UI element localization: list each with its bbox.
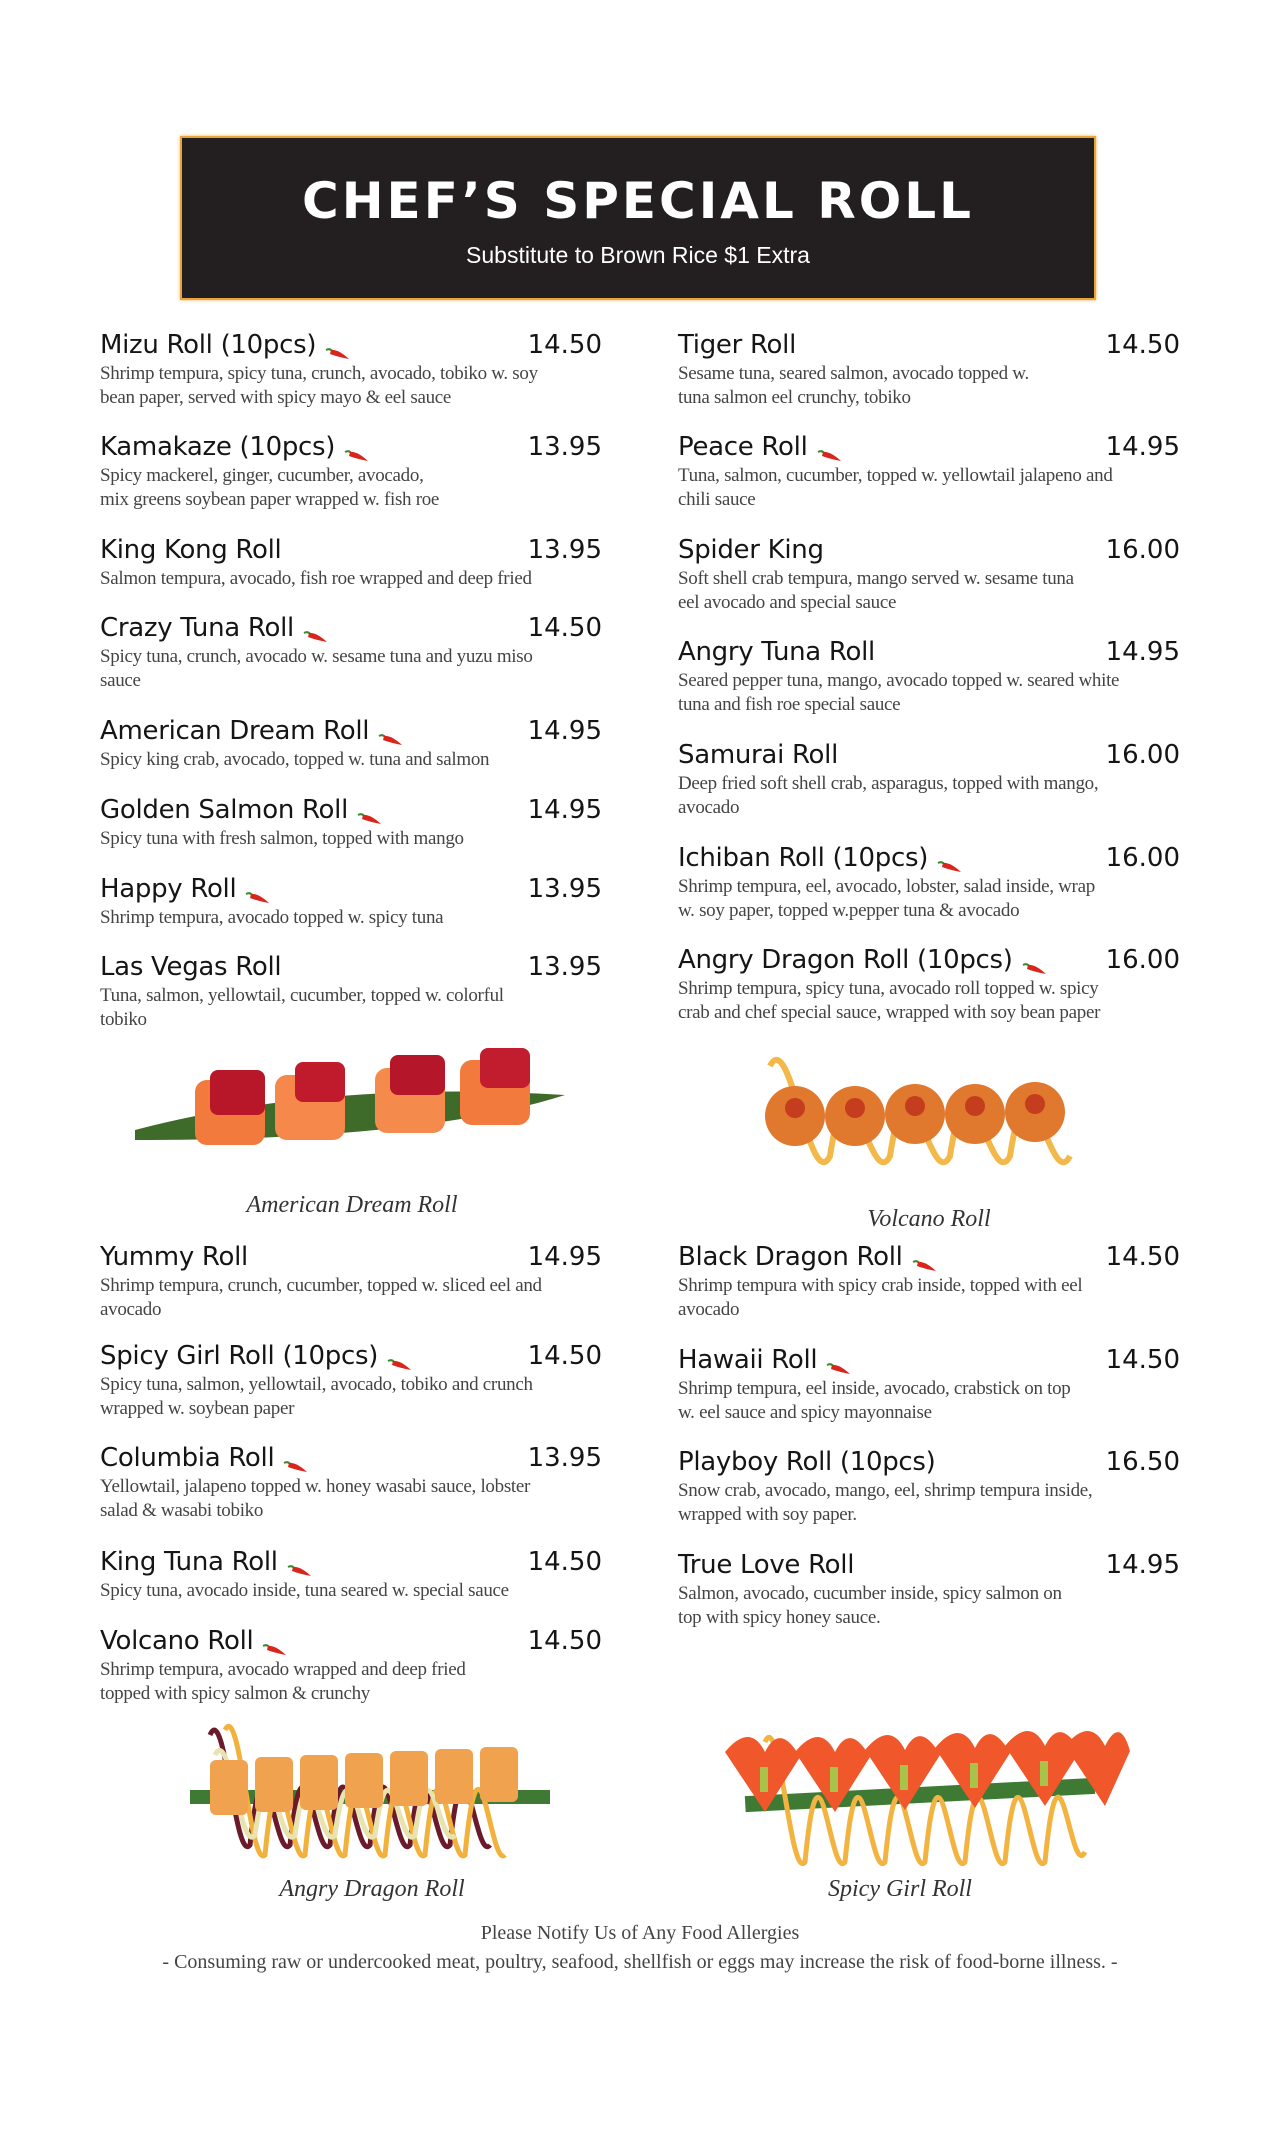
chili-pepper-icon xyxy=(911,1250,937,1264)
menu-item-price: 13.95 xyxy=(527,874,602,904)
menu-item-name-text: Mizu Roll (10pcs) xyxy=(100,330,317,360)
menu-item-price: 14.95 xyxy=(527,716,602,746)
menu-item-description: Shrimp tempura, eel, avocado, lobster, salad inside, wrap w. soy paper, topped w.pepper tuna & avocado xyxy=(678,876,1095,921)
menu-item-price: 14.50 xyxy=(527,1341,602,1371)
menu-item-description: Soft shell crab tempura, mango served w. sesame tuna eel avocado and special sauce xyxy=(678,568,1074,613)
menu-item-price: 16.00 xyxy=(1105,945,1180,975)
menu-item-price: 14.95 xyxy=(1105,637,1180,667)
menu-item xyxy=(678,432,1180,512)
menu-item-price: 13.95 xyxy=(527,1443,602,1473)
menu-item-description: Spicy tuna with fresh salmon, topped with mango xyxy=(100,828,464,849)
volcano-roll-photo xyxy=(750,1026,1100,1201)
menu-item-description: Tuna, salmon, yellowtail, cucumber, topped w. colorful tobiko xyxy=(100,985,504,1030)
menu-item xyxy=(678,330,1180,410)
menu-item-header xyxy=(100,1443,602,1473)
menu-item-description: Seared pepper tuna, mango, avocado topped w. seared white tuna and fish roe special sauce xyxy=(678,670,1120,715)
menu-item-price: 14.50 xyxy=(527,1626,602,1656)
angry-dragon-roll-caption: Angry Dragon Roll xyxy=(279,1876,465,1902)
spicy-girl-roll-photo xyxy=(705,1712,1135,1872)
menu-item-name-text: Playboy Roll (10pcs) xyxy=(678,1447,936,1477)
menu-item xyxy=(100,795,602,851)
menu-item-name-text: Black Dragon Roll xyxy=(678,1242,903,1272)
menu-item-name xyxy=(678,432,842,462)
menu-item-description: Shrimp tempura, eel inside, avocado, crabstick on top w. eel sauce and spicy mayonnaise xyxy=(678,1378,1071,1423)
menu-item-price: 13.95 xyxy=(527,432,602,462)
menu-item-header xyxy=(100,952,602,982)
menu-item xyxy=(100,613,602,693)
menu-item-description: Spicy mackerel, ginger, cucumber, avocado, mix greens soybean paper wrapped w. fish roe xyxy=(100,465,440,510)
menu-item-header xyxy=(100,1341,602,1371)
menu-item-description: Spicy tuna, crunch, avocado w. sesame tuna and yuzu miso sauce xyxy=(100,646,533,691)
menu-item-name xyxy=(100,1242,248,1272)
menu-item-price: 14.95 xyxy=(527,1242,602,1272)
menu-item-description: Shrimp tempura, spicy tuna, avocado roll topped w. spicy crab and chef special sauce, wrapped with soy bean paper xyxy=(678,978,1101,1023)
chili-pepper-icon xyxy=(282,1451,308,1465)
chili-pepper-icon xyxy=(356,803,382,817)
menu-item xyxy=(678,1242,1180,1322)
menu-item-price: 14.50 xyxy=(527,330,602,360)
menu-item-price: 16.00 xyxy=(1105,535,1180,565)
menu-item-description: Snow crab, avocado, mango, eel, shrimp tempura inside, wrapped with soy paper. xyxy=(678,1480,1093,1525)
chili-pepper-icon xyxy=(936,851,962,865)
menu-item-name-text: American Dream Roll xyxy=(100,716,370,746)
menu-item-name-text: Las Vegas Roll xyxy=(100,952,282,982)
menu-item-price: 14.95 xyxy=(527,795,602,825)
chili-pepper-icon xyxy=(261,1634,287,1648)
menu-item-description: Shrimp tempura, crunch, cucumber, topped w. sliced eel and avocado xyxy=(100,1275,542,1320)
menu-item xyxy=(678,1345,1180,1425)
chili-pepper-icon xyxy=(343,440,369,454)
menu-item-name xyxy=(100,874,270,904)
chili-pepper-icon xyxy=(302,621,328,635)
menu-item-price: 16.00 xyxy=(1105,843,1180,873)
menu-item-name-text: King Tuna Roll xyxy=(100,1547,278,1577)
menu-item-header xyxy=(678,1345,1180,1375)
menu-item-name-text: Yummy Roll xyxy=(100,1242,248,1272)
menu-item-name xyxy=(678,637,875,667)
menu-item-header xyxy=(678,945,1180,975)
menu-item-name xyxy=(678,843,962,873)
menu-item-name xyxy=(678,1242,937,1272)
menu-item xyxy=(678,1550,1180,1630)
menu-item-header xyxy=(100,330,602,360)
menu-item-description: Shrimp tempura, spicy tuna, crunch, avocado, tobiko w. soy bean paper, served with spicy mayo & eel sauce xyxy=(100,363,538,408)
menu-item-name xyxy=(678,1447,936,1477)
menu-item-description: Sesame tuna, seared salmon, avocado topped w. tuna salmon eel crunchy, tobiko xyxy=(678,363,1029,408)
chili-pepper-icon xyxy=(1021,953,1047,967)
menu-item-price: 14.50 xyxy=(527,613,602,643)
menu-item xyxy=(100,952,602,1032)
menu-item-price: 16.50 xyxy=(1105,1447,1180,1477)
american-dream-roll-photo xyxy=(125,1040,575,1170)
menu-item-header xyxy=(678,1242,1180,1272)
menu-item xyxy=(678,945,1180,1025)
menu-item xyxy=(100,874,602,930)
menu-item-price: 13.95 xyxy=(527,535,602,565)
menu-item-name-text: True Love Roll xyxy=(678,1550,855,1580)
allergy-notice: Please Notify Us of Any Food Allergies xyxy=(480,1922,800,1944)
header-banner xyxy=(180,136,1096,300)
chili-pepper-icon xyxy=(825,1353,851,1367)
menu-item xyxy=(678,637,1180,717)
menu-item-header xyxy=(678,740,1180,770)
menu-item-description: Salmon, avocado, cucumber inside, spicy salmon on top with spicy honey sauce. xyxy=(678,1583,1062,1628)
menu-item-name-text: Tiger Roll xyxy=(678,330,797,360)
menu-item-name-text: Peace Roll xyxy=(678,432,808,462)
chili-pepper-icon xyxy=(816,440,842,454)
menu-item-name xyxy=(678,1550,854,1580)
menu-item-header xyxy=(100,874,602,904)
menu-item-name xyxy=(100,795,382,825)
menu-item-header xyxy=(100,1547,602,1577)
menu-item-price: 14.95 xyxy=(1105,432,1180,462)
chili-pepper-icon xyxy=(244,882,270,896)
volcano-roll-caption: Volcano Roll xyxy=(867,1206,991,1232)
menu-item-name-text: Spicy Girl Roll (10pcs) xyxy=(100,1341,379,1371)
menu-item-description: Yellowtail, jalapeno topped w. honey wasabi sauce, lobster salad & wasabi tobiko xyxy=(100,1476,531,1521)
menu-item xyxy=(678,740,1180,820)
menu-item-name-text: Columbia Roll xyxy=(100,1443,275,1473)
menu-item-description: Shrimp tempura, avocado topped w. spicy tuna xyxy=(100,907,444,928)
menu-item-price: 14.95 xyxy=(1105,1550,1180,1580)
menu-item-name-text: Samurai Roll xyxy=(678,740,839,770)
menu-item-name xyxy=(100,716,403,746)
menu-item xyxy=(100,1443,602,1523)
menu-item-header xyxy=(100,535,602,565)
menu-item-name xyxy=(678,330,796,360)
chili-pepper-icon xyxy=(377,724,403,738)
menu-item-name-text: Crazy Tuna Roll xyxy=(100,613,294,643)
menu-item-description: Salmon tempura, avocado, fish roe wrapped and deep fried xyxy=(100,568,532,589)
menu-item-description: Spicy tuna, salmon, yellowtail, avocado, tobiko and crunch wrapped w. soybean paper xyxy=(100,1374,533,1419)
menu-item-name-text: Volcano Roll xyxy=(100,1626,254,1656)
menu-item xyxy=(100,535,602,591)
menu-item-name-text: Ichiban Roll (10pcs) xyxy=(678,843,929,873)
menu-item-name-text: Hawaii Roll xyxy=(678,1345,818,1375)
menu-item-name-text: Spider King xyxy=(678,535,824,565)
menu-item-description: Tuna, salmon, cucumber, topped w. yellowtail jalapeno and chili sauce xyxy=(678,465,1113,510)
menu-item xyxy=(100,1547,602,1603)
menu-item-name xyxy=(100,330,350,360)
menu-item-header xyxy=(678,843,1180,873)
brown-rice-note: Substitute to Brown Rice $1 Extra xyxy=(466,242,810,268)
menu-item-header xyxy=(678,432,1180,462)
menu-item xyxy=(100,432,602,512)
menu-item xyxy=(100,1626,602,1706)
menu-item-description: Shrimp tempura with spicy crab inside, topped with eel avocado xyxy=(678,1275,1083,1320)
menu-item-header xyxy=(678,1447,1180,1477)
menu-item-price: 14.50 xyxy=(1105,1345,1180,1375)
menu-item-header xyxy=(678,330,1180,360)
menu-item-description: Deep fried soft shell crab, asparagus, topped with mango, avocado xyxy=(678,773,1099,818)
chili-pepper-icon xyxy=(324,338,350,352)
menu-item-price: 14.50 xyxy=(527,1547,602,1577)
menu-item-header xyxy=(100,432,602,462)
menu-item-description: Shrimp tempura, avocado wrapped and deep fried topped with spicy salmon & crunchy xyxy=(100,1659,466,1704)
menu-item-header xyxy=(100,1242,602,1272)
menu-item-name xyxy=(100,1547,312,1577)
chili-pepper-icon xyxy=(286,1555,312,1569)
menu-item-description: Spicy king crab, avocado, topped w. tuna and salmon xyxy=(100,749,490,770)
menu-item-price: 14.50 xyxy=(1105,1242,1180,1272)
menu-item-name xyxy=(100,432,369,462)
angry-dragon-roll-photo xyxy=(150,1705,600,1875)
menu-item-price: 13.95 xyxy=(527,952,602,982)
menu-item-name-text: Kamakaze (10pcs) xyxy=(100,432,336,462)
menu-item-price: 14.50 xyxy=(1105,330,1180,360)
menu-item-header xyxy=(100,1626,602,1656)
menu-item-name xyxy=(678,1345,851,1375)
menu-item-name xyxy=(100,535,281,565)
menu-item-name xyxy=(100,613,328,643)
menu-item-price: 16.00 xyxy=(1105,740,1180,770)
menu-item-name-text: Angry Tuna Roll xyxy=(678,637,875,667)
menu-item-name-text: King Kong Roll xyxy=(100,535,282,565)
menu-item-name-text: Angry Dragon Roll (10pcs) xyxy=(678,945,1013,975)
menu-item xyxy=(678,843,1180,923)
menu-item-header xyxy=(100,795,602,825)
menu-item-name xyxy=(100,952,281,982)
menu-item-name xyxy=(100,1626,287,1656)
menu-item-header xyxy=(678,637,1180,667)
menu-item xyxy=(100,1242,602,1322)
menu-item-header xyxy=(100,613,602,643)
menu-item xyxy=(678,535,1180,615)
menu-item-header xyxy=(678,1550,1180,1580)
menu-item-description: Spicy tuna, avocado inside, tuna seared w. special sauce xyxy=(100,1580,509,1601)
menu-item xyxy=(100,716,602,772)
menu-item xyxy=(100,330,602,410)
menu-item-header xyxy=(100,716,602,746)
spicy-girl-roll-caption: Spicy Girl Roll xyxy=(828,1876,972,1902)
menu-item-name xyxy=(678,945,1047,975)
menu-item xyxy=(100,1341,602,1421)
menu-item-name-text: Happy Roll xyxy=(100,874,237,904)
menu-item-name-text: Golden Salmon Roll xyxy=(100,795,349,825)
menu-item-name xyxy=(678,740,838,770)
menu-item-name xyxy=(100,1443,308,1473)
menu-item-name xyxy=(100,1341,412,1371)
american-dream-roll-caption: American Dream Roll xyxy=(246,1192,458,1218)
page-title: CHEF’S SPECIAL ROLL xyxy=(302,172,974,230)
menu-item-header xyxy=(678,535,1180,565)
chili-pepper-icon xyxy=(386,1349,412,1363)
food-safety-warning: - Consuming raw or undercooked meat, poultry, seafood, shellfish or eggs may increase the risk of food-borne illness. - xyxy=(162,1951,1118,1973)
menu-item xyxy=(678,1447,1180,1527)
menu-item-name xyxy=(678,535,824,565)
